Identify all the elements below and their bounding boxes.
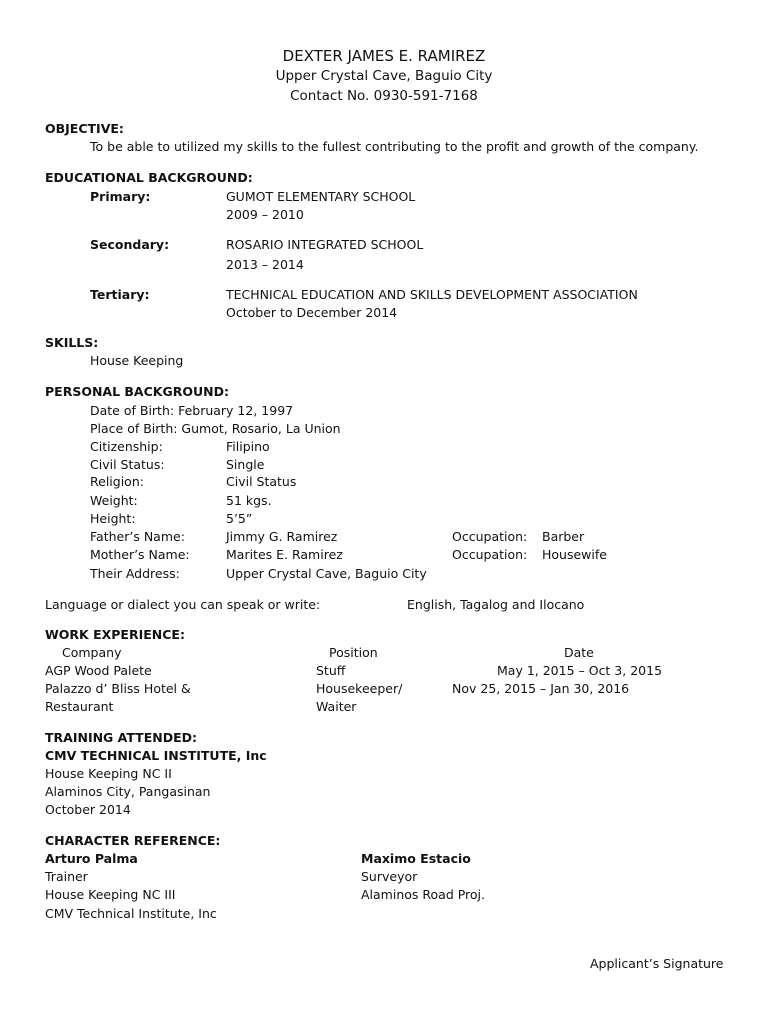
training-line: House Keeping NC II <box>45 766 172 781</box>
personal-value: Marites E. Ramirez <box>226 547 343 562</box>
reference-line: Surveyor <box>361 869 418 884</box>
education-school: GUMOT ELEMENTARY SCHOOL <box>226 189 416 204</box>
reference-line: Alaminos Road Proj. <box>361 887 486 902</box>
education-years: October to December 2014 <box>226 305 398 320</box>
education-years: 2013 – 2014 <box>226 257 304 272</box>
work-heading: WORK EXPERIENCE: <box>45 627 185 642</box>
work-company: AGP Wood Palete <box>45 663 152 678</box>
personal-value: Filipino <box>226 439 270 454</box>
language-value: English, Tagalog and Ilocano <box>407 597 585 612</box>
training-line: October 2014 <box>45 802 131 817</box>
personal-label: Mother’s Name: <box>90 547 190 562</box>
training-institute: CMV TECHNICAL INSTITUTE, Inc <box>45 748 267 763</box>
personal-heading: PERSONAL BACKGROUND: <box>45 384 229 399</box>
education-heading: EDUCATIONAL BACKGROUND: <box>45 170 253 185</box>
personal-value: 5’5” <box>226 511 253 526</box>
occupation-label: Occupation: <box>452 547 528 562</box>
work-col-company: Company <box>62 645 122 660</box>
work-col-date: Date <box>564 645 594 660</box>
work-company: Restaurant <box>45 699 114 714</box>
language-label: Language or dialect you can speak or write: <box>45 597 321 612</box>
work-date: May 1, 2015 – Oct 3, 2015 <box>497 663 663 678</box>
personal-value: 51 kgs. <box>226 493 272 508</box>
place-of-birth: Place of Birth: Gumot, Rosario, La Union <box>90 421 341 436</box>
work-position: Waiter <box>316 699 357 714</box>
skills-heading: SKILLS: <box>45 335 99 350</box>
training-line: Alaminos City, Pangasinan <box>45 784 211 799</box>
personal-value: Jimmy G. Ramirez <box>226 529 338 544</box>
personal-value: Civil Status <box>226 474 297 489</box>
applicant-signature-label: Applicant’s Signature <box>590 956 724 971</box>
occupation-value: Housewife <box>542 547 607 562</box>
applicant-name: DEXTER JAMES E. RAMIREZ <box>282 47 486 65</box>
date-of-birth: Date of Birth: February 12, 1997 <box>90 403 294 418</box>
objective-heading: OBJECTIVE: <box>45 121 124 136</box>
skill-item: House Keeping <box>90 353 184 368</box>
education-level-label: Primary: <box>90 189 151 204</box>
work-company: Palazzo d’ Bliss Hotel & <box>45 681 191 696</box>
work-date: Nov 25, 2015 – Jan 30, 2016 <box>452 681 630 696</box>
occupation-value: Barber <box>542 529 585 544</box>
work-position: Stuff <box>316 663 346 678</box>
applicant-contact: Contact No. 0930-591-7168 <box>290 88 478 104</box>
applicant-address: Upper Crystal Cave, Baguio City <box>275 68 493 84</box>
work-col-position: Position <box>329 645 378 660</box>
personal-label: Citizenship: <box>90 439 163 454</box>
education-school: TECHNICAL EDUCATION AND SKILLS DEVELOPMENT ASSOCIATION <box>226 287 638 302</box>
objective-text: To be able to utilized my skills to the fullest contributing to the profit and growth of the company. <box>90 139 699 154</box>
reference-heading: CHARACTER REFERENCE: <box>45 833 221 848</box>
training-heading: TRAINING ATTENDED: <box>45 730 197 745</box>
personal-label: Weight: <box>90 493 138 508</box>
personal-label: Their Address: <box>90 566 180 581</box>
reference-name: Arturo Palma <box>45 851 138 866</box>
education-level-label: Secondary: <box>90 237 170 252</box>
work-position: Housekeeper/ <box>316 681 403 696</box>
reference-line: House Keeping NC III <box>45 887 176 902</box>
personal-value: Single <box>226 457 265 472</box>
education-level-label: Tertiary: <box>90 287 150 302</box>
personal-label: Father’s Name: <box>90 529 185 544</box>
reference-line: Trainer <box>45 869 88 884</box>
personal-label: Height: <box>90 511 136 526</box>
reference-name: Maximo Estacio <box>361 851 471 866</box>
personal-label: Civil Status: <box>90 457 165 472</box>
education-years: 2009 – 2010 <box>226 207 304 222</box>
education-school: ROSARIO INTEGRATED SCHOOL <box>226 237 424 252</box>
personal-label: Religion: <box>90 474 144 489</box>
personal-value: Upper Crystal Cave, Baguio City <box>226 566 427 581</box>
occupation-label: Occupation: <box>452 529 528 544</box>
reference-line: CMV Technical Institute, Inc <box>45 906 217 921</box>
